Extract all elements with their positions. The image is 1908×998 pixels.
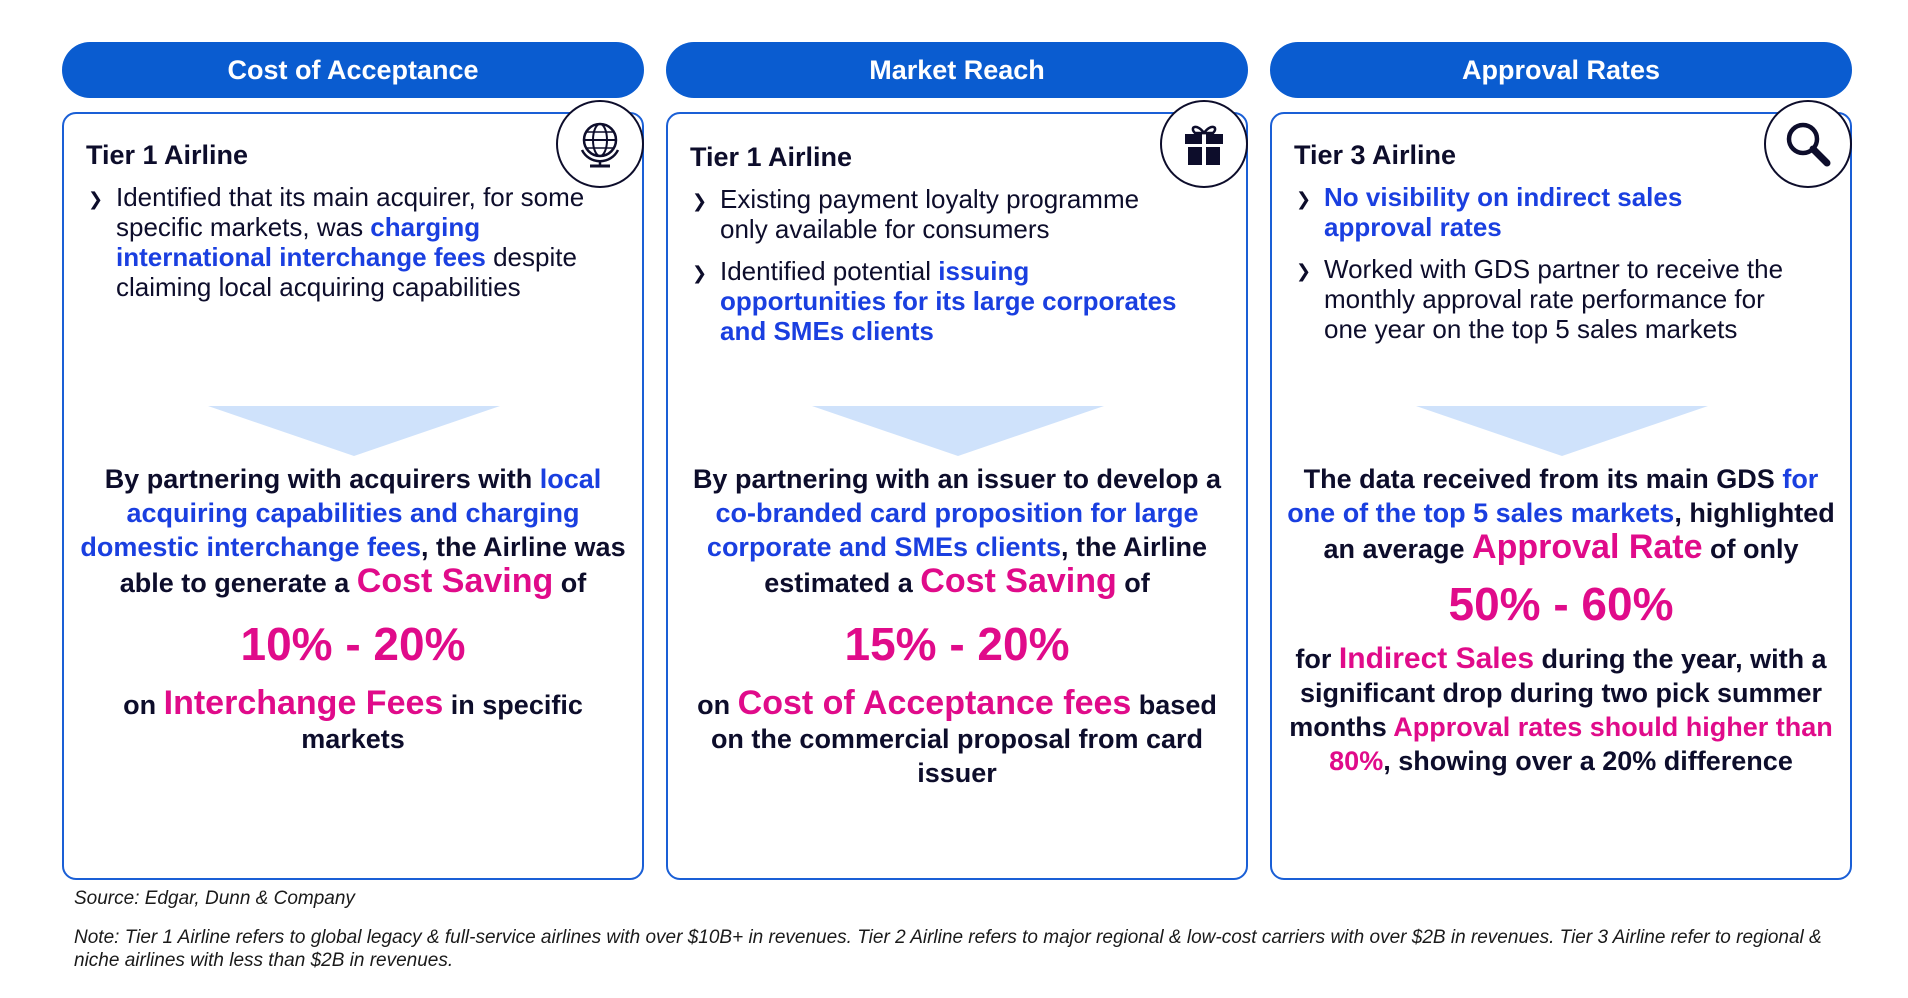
column-market-reach	[666, 42, 1248, 788]
chevron-right-icon: ❯	[1296, 189, 1312, 209]
result-text: By partnering with an issuer to develop a co-branded card proposition for large corporate and SMEs clients, the Airline estimated a Cost Saving of 15% - 20% on Cost of Acceptance fees based on the commercial proposal from card issuer	[678, 462, 1236, 790]
column-header: Approval Rates	[1270, 42, 1852, 98]
chevron-right-icon: ❯	[1296, 261, 1312, 281]
column-cost-of-acceptance	[62, 42, 644, 754]
bullet-item: ❯ Existing payment loyalty programme only available for consumers	[692, 184, 1140, 244]
result-text: By partnering with acquirers with local acquiring capabilities and charging domestic interchange fees, the Airline was able to generate a Cost Saving of 10% - 20% on Interchange Fees in specific markets	[74, 462, 632, 756]
magnifier-icon	[1764, 100, 1852, 188]
down-arrow-shape	[812, 406, 1104, 456]
tier-label: Tier 1 Airline	[690, 142, 853, 172]
column-header: Market Reach	[666, 42, 1248, 98]
bullet-item: ❯ Worked with GDS partner to receive the monthly approval rate performance for one year on the top 5 sales markets	[1296, 254, 1784, 344]
percentage-range: 15% - 20%	[844, 618, 1070, 670]
chevron-right-icon: ❯	[692, 263, 708, 283]
globe-icon	[556, 100, 644, 188]
case-card	[62, 112, 644, 880]
bullet-item: ❯ No visibility on indirect sales approval rates	[1296, 182, 1683, 242]
percentage-range: 50% - 60%	[1448, 578, 1674, 630]
bullet-item: ❯ Identified potential issuing opportunities for its large corporates and SMEs clients	[692, 256, 1177, 346]
chevron-right-icon: ❯	[88, 189, 104, 209]
footnote: Note: Tier 1 Airline refers to global legacy & full-service airlines with over $10B+ in revenues. Tier 2 Airline refers to major regional & low-cost carriers with over $2B in revenues. Tier 3 Airline refer to regional & niche airlines with less than $2B in revenues.	[74, 927, 1822, 971]
bullet-item: ❯ Identified that its main acquirer, for some specific markets, was charging international interchange fees despite claiming local acquiring capabilities	[88, 182, 585, 302]
chevron-right-icon: ❯	[692, 191, 708, 211]
case-card	[1270, 112, 1852, 880]
percentage-range: 10% - 20%	[240, 618, 466, 670]
tier-label: Tier 3 Airline	[1294, 140, 1457, 170]
gift-icon	[1160, 100, 1248, 188]
bullet-list	[86, 182, 586, 314]
source-note: Source: Edgar, Dunn & Company	[74, 888, 355, 909]
column-approval-rates	[1270, 42, 1852, 776]
bullet-list	[690, 184, 1190, 358]
tier-label: Tier 1 Airline	[86, 140, 249, 170]
column-header: Cost of Acceptance	[62, 42, 644, 98]
bullet-list	[1294, 182, 1794, 356]
result-text: The data received from its main GDS for one of the top 5 sales markets, highlighted an average Approval Rate of only 50% - 60% for Indirect Sales during the year, with a significant drop during two pick summer months Approval rates should higher than 80%, showing over a 20% difference	[1282, 462, 1840, 778]
down-arrow-shape	[208, 406, 500, 456]
down-arrow-shape	[1416, 406, 1708, 456]
case-card	[666, 112, 1248, 880]
